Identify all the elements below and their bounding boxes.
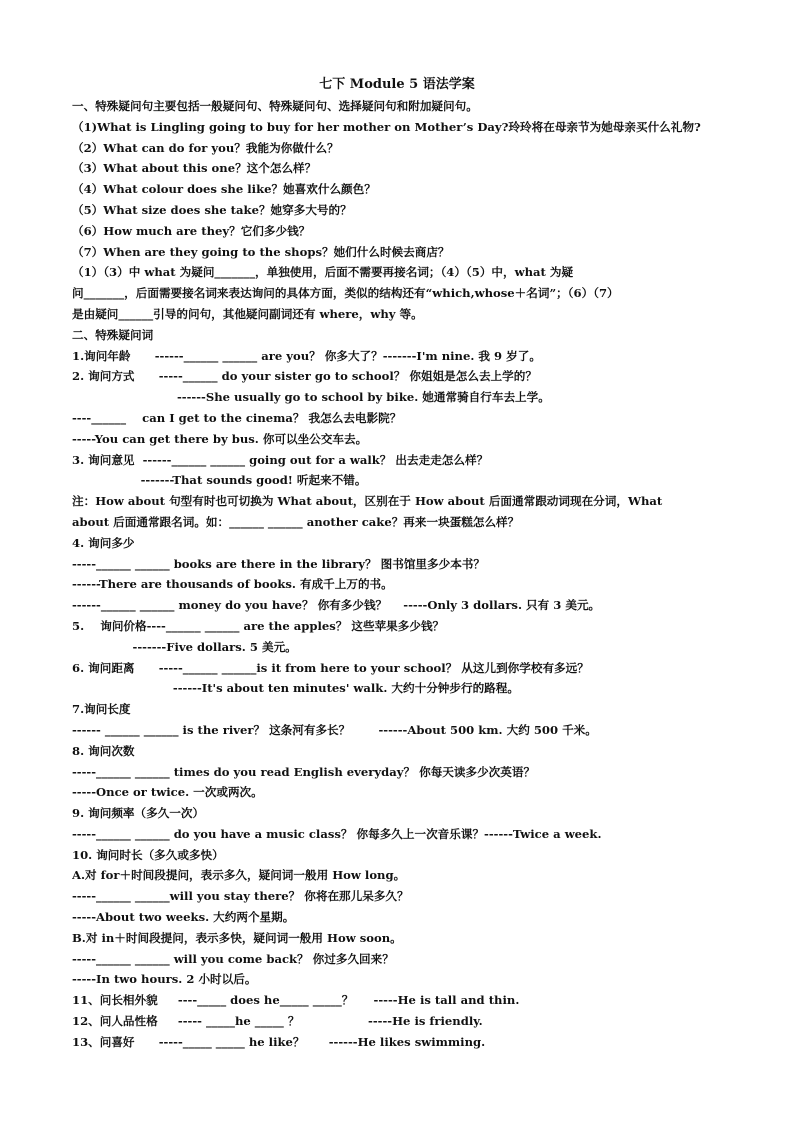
text-line: -----You can get there by bus. 你可以坐公交车去。: [72, 431, 368, 446]
text-line: ----______ can I get to the cinema？ 我怎么去电影院？: [72, 410, 402, 425]
text-line: 5. 询问价格----______ ______ are the apples？ 这些苹果多少钱？: [72, 618, 445, 633]
text-line: （1)What is Lingling going to buy for her mother on Mother’s Day?玲玲将在母亲节为她母亲买什么礼物?: [72, 119, 701, 134]
text-line: 注：How about 句型有时也可切换为 What about，区别在于 How about 后面通常跟动词现在分词，What: [72, 494, 663, 509]
text-line: （5）What size does she take？她穿多大号的？: [72, 202, 352, 217]
text-line: 1.询问年龄 ------______ ______ are you？ 你多大了？-------I'm nine. 我 9 岁了。: [72, 348, 541, 363]
text-line: -----______ ______ do you have a music class？ 你每多久上一次音乐课？------Twice a week.: [72, 826, 602, 841]
text-line: 二、特殊疑问词: [72, 327, 154, 342]
text-line: （3）What about this one？这个怎么样？: [72, 161, 317, 176]
text-line: （6）How much are they？它们多少钱？: [72, 223, 311, 238]
text-line: -------That sounds good! 听起来不错。: [72, 473, 367, 488]
text-line: -----______ ______will you stay there？ 你将在那儿呆多久？: [72, 889, 409, 904]
text-line: ------ ______ ______ is the river？ 这条河有多长？ ------About 500 km. 大约 500 千米。: [72, 722, 597, 737]
text-line: B.对 in＋时间段提问，表示多快，疑问词一般用 How soon。: [72, 930, 402, 945]
text-line: （4）What colour does she like？她喜欢什么颜色？: [72, 182, 376, 197]
text-line: 6. 询问距离 -----______ ______is it from here to your school？ 从这儿到你学校有多远？: [72, 660, 589, 675]
text-line: 是由疑问______引导的问句，其他疑问副词还有 where，why 等。: [72, 306, 423, 321]
text-line: -----In two hours. 2 小时以后。: [72, 972, 257, 987]
text-line: 3. 询问意见 ------______ ______ going out for a walk？ 出去走走怎么样？: [72, 452, 489, 467]
text-line: -----About two weeks. 大约两个星期。: [72, 910, 295, 925]
text-line: ------______ ______ money do you have？ 你有多少钱？ -----Only 3 dollars. 只有 3 美元。: [72, 598, 601, 613]
text-line: （2）What can do for you？我能为你做什么？: [72, 140, 339, 155]
text-line: ------She usually go to school by bike. 她通常骑自行车去上学。: [72, 390, 550, 405]
text-line: 8. 询问次数: [72, 743, 135, 758]
text-line: 10. 询问时长（多久或多快）: [72, 847, 224, 862]
text-line: 7.询问长度: [72, 702, 131, 717]
text-line: 11、问长相外貌 ----_____ does he_____ _____？ -----He is tall and thin.: [72, 993, 520, 1008]
text-line: （7）When are they going to the shops？她们什么时候去商店？: [72, 244, 450, 259]
text-line: about 后面通常跟名词。如：______ ______ another cake？再来一块蛋糕怎么样？: [72, 514, 520, 529]
text-line: 2. 询问方式 -----______ do your sister go to school？ 你姐姐是怎么去上学的？: [72, 369, 537, 384]
page-title: 七下 Module 5 语法学案: [319, 77, 475, 92]
worksheet-body: [72, 96, 724, 1053]
text-line: 4. 询问多少: [72, 535, 135, 550]
text-line: （1）（3）中 what 为疑问_______，单独使用，后面不需要再接名词；（4）（5）中，what 为疑: [72, 265, 574, 280]
text-line: -------Five dollars. 5 美元。: [72, 639, 297, 654]
text-line: -----______ ______ will you come back？ 你过多久回来？: [72, 951, 394, 966]
text-line: -----Once or twice. 一次或两次。: [72, 785, 263, 800]
text-line: ------There are thousands of books. 有成千上万的书。: [72, 577, 393, 592]
text-line: 问_______，后面需要接名词来表达询问的具体方面，类似的结构还有“which,whose＋名词”；（6）（7）: [72, 286, 619, 301]
text-line: ------It's about ten minutes' walk. 大约十分钟步行的路程。: [72, 681, 519, 696]
text-line: A.对 for＋时间段提问，表示多久，疑问词一般用 How long。: [72, 868, 406, 883]
text-line: 13、问喜好 -----_____ _____ he like？ ------He likes swimming.: [72, 1034, 486, 1049]
text-line: -----______ ______ times do you read English everyday？ 你每天读多少次英语？: [72, 764, 536, 779]
text-line: 9. 询问频率（多久一次）: [72, 806, 205, 821]
text-line: 一、特殊疑问句主要包括一般疑问句、特殊疑问句、选择疑问句和附加疑问句。: [72, 99, 478, 113]
text-line: -----______ ______ books are there in the library？ 图书馆里多少本书？: [72, 556, 485, 571]
text-line: 12、问人品性格 ----- _____he _____ ？ -----He is friendly.: [72, 1014, 483, 1029]
